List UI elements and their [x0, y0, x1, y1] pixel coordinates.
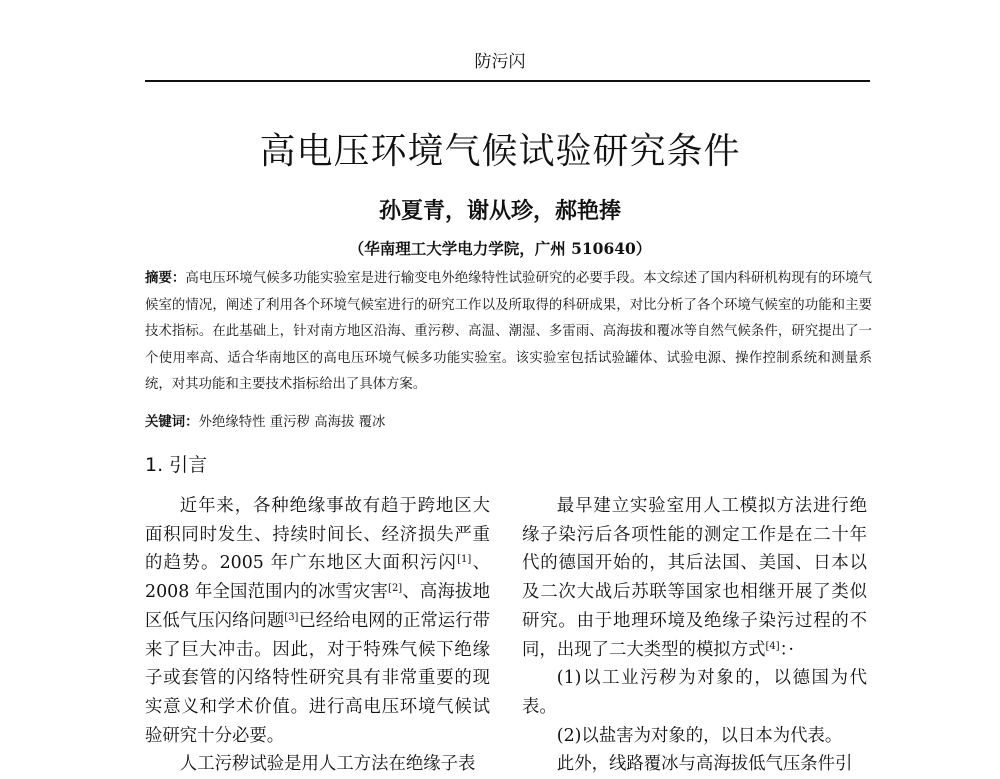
section-heading-introduction: 1. 引言	[145, 454, 208, 476]
keywords-text: 外绝缘特性 重污秽 高海拔 覆冰	[198, 415, 386, 430]
right-paragraph-2: 此外，线路覆冰与高海拔低气压条件引	[556, 754, 853, 775]
citation-ref-4: [4]	[765, 640, 780, 652]
citation-ref-3: [3]	[284, 611, 299, 623]
abstract-label: 摘要：	[145, 271, 186, 286]
paper-title: 高电压环境气候试验研究条件	[259, 131, 741, 172]
paper-authors: 孙夏青，谢从珍，郝艳捧	[378, 198, 621, 224]
abstract	[145, 266, 872, 399]
header-rule	[145, 80, 870, 82]
body-column-right	[522, 492, 867, 779]
list-item-2: (2)以盐害为对象的，以日本为代表。	[556, 725, 843, 746]
left-p1-text-d: 已经给电网的正常运行带来了巨大冲击。因此，对于特殊气候下绝缘子或套管的闪络特性研究具有非常重要的现实意义和学术价值。进行高电压环境气候试验研究十分必要。	[145, 610, 490, 746]
running-header: 防污闪	[474, 52, 526, 72]
right-paragraph-1	[522, 492, 867, 664]
abstract-text: 高电压环境气候多功能实验室是进行输变电外绝缘特性试验研究的必要手段。本文综述了国内科研机构现有的环境气候室的情况，阐述了利用各个环境气候室进行的研究工作以及所取得的科研成果，对比分析了各个环境气候室的功能和主要技术指标。在此基础上，针对南方地区沿海、重污秽、高温、潮湿、多雷雨、高海拔和覆冰等自然气候条件，研究提出了一个使用率高、适合华南地区的高电压环境气候多功能实验室。该实验室包括试验罐体、试验电源、操作控制系统和测量系统，对其功能和主要技术指标给出了具体方案。	[145, 271, 873, 392]
right-p1-text-b: ：·	[779, 639, 794, 660]
left-p1-text-a: 近年来，各种绝缘事故有趋于跨地区大面积同时发生、持续时间长、经济损失严重的趋势。2005 年广东地区大面积污闪	[145, 496, 490, 574]
body-column-left	[145, 492, 490, 779]
keywords-label: 关键词：	[145, 415, 199, 430]
keywords	[145, 410, 872, 436]
left-p1-text-b: 、2008 年全国范围内的冰雪灾害	[145, 553, 490, 603]
list-item-1: (1)以工业污秽为对象的，以德国为代表。	[522, 668, 867, 717]
citation-ref-2: [2]	[388, 583, 403, 595]
left-paragraph-2: 人工污秽试验是用人工方法在绝缘子表	[179, 754, 476, 775]
citation-ref-1: [1]	[457, 554, 472, 566]
paper-affiliation: （华南理工大学电力学院，广州 510640）	[348, 239, 652, 258]
left-p1-text-c: 、高海拔地区低气压闪络问题	[145, 582, 490, 631]
right-p1-text-a: 最早建立实验室用人工模拟方法进行绝缘子染污后各项性能的测定工作是在二十年代的德国开始的，其后法国、美国、日本以及二次大战后苏联等国家也相继开展了类似研究。由于地理环境及绝缘子染污过程的不同，出现了二大类型的模拟方式	[522, 496, 867, 660]
left-paragraph-1	[145, 492, 490, 750]
